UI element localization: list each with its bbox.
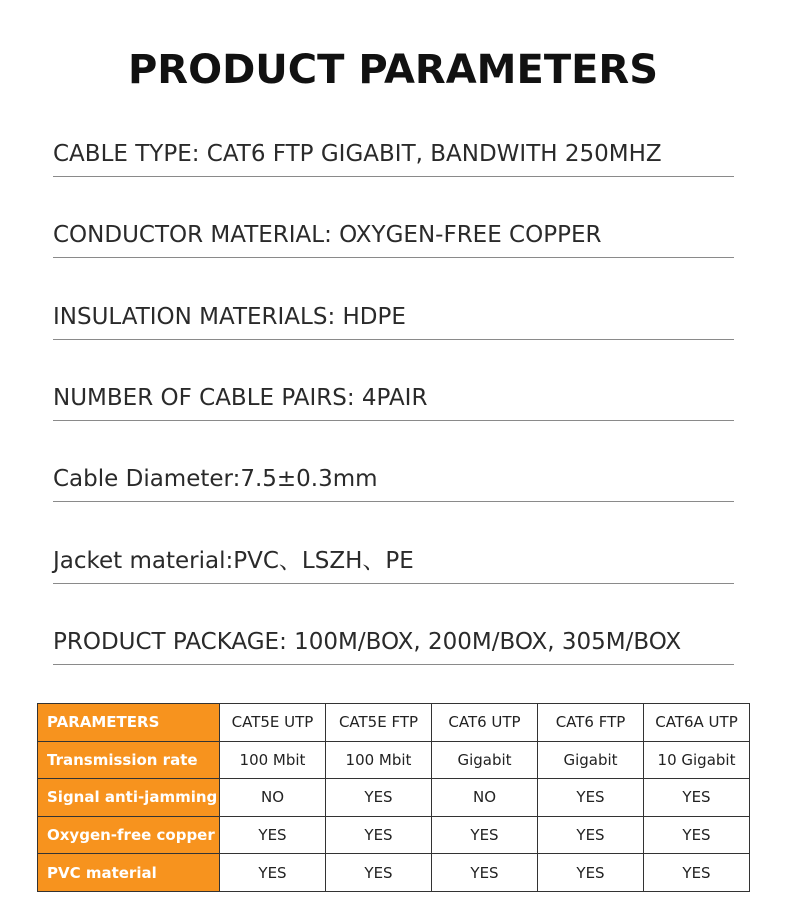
param-conductor-material [53, 218, 734, 258]
table-cell: Gigabit [538, 741, 644, 779]
table-cell: NO [432, 779, 538, 817]
table-cell: YES [326, 816, 432, 854]
param-cable-type-text: CABLE TYPE: CAT6 FTP GIGABIT, BANDWITH 250MHZ [53, 141, 662, 167]
table-row [38, 779, 750, 817]
table-row [38, 741, 750, 779]
table-header-cell: CAT6 FTP [538, 704, 644, 742]
table-cell: 100 Mbit [326, 741, 432, 779]
param-jacket-material [53, 544, 734, 584]
table-cell: YES [644, 816, 750, 854]
table-cell: YES [432, 816, 538, 854]
comparison-table [37, 703, 750, 892]
table-row-label: Signal anti-jamming [38, 779, 220, 817]
table-cell: YES [220, 854, 326, 892]
table-header-cell: CAT5E FTP [326, 704, 432, 742]
param-product-package [53, 625, 734, 665]
table-row [38, 816, 750, 854]
table-cell: 100 Mbit [220, 741, 326, 779]
param-jacket-material-text: Jacket material:PVC、LSZH、PE [53, 548, 414, 574]
table-cell: YES [644, 779, 750, 817]
table-cell: YES [538, 779, 644, 817]
table-row [38, 854, 750, 892]
table-cell: YES [538, 854, 644, 892]
page-title: PRODUCT PARAMETERS [127, 47, 659, 93]
table-header-row [38, 704, 750, 742]
table-cell: YES [326, 779, 432, 817]
table-cell: NO [220, 779, 326, 817]
table-row-label: Oxygen-free copper [38, 816, 220, 854]
param-insulation-materials [53, 300, 734, 340]
param-cable-pairs [53, 381, 734, 421]
param-insulation-materials-text: INSULATION MATERIALS: HDPE [53, 304, 406, 330]
table-header-cell: CAT5E UTP [220, 704, 326, 742]
param-cable-pairs-text: NUMBER OF CABLE PAIRS: 4PAIR [53, 385, 428, 411]
table-header-cell: PARAMETERS [38, 704, 220, 742]
table-cell: Gigabit [432, 741, 538, 779]
param-cable-type [53, 137, 734, 177]
param-product-package-text: PRODUCT PACKAGE: 100M/BOX, 200M/BOX, 305M/BOX [53, 629, 682, 655]
table-row-label: Transmission rate [38, 741, 220, 779]
table-cell: YES [644, 854, 750, 892]
table-cell: YES [538, 816, 644, 854]
table-cell: YES [326, 854, 432, 892]
table-cell: YES [220, 816, 326, 854]
table-row-label: PVC material [38, 854, 220, 892]
table-cell: 10 Gigabit [644, 741, 750, 779]
param-cable-diameter-text: Cable Diameter:7.5±0.3mm [53, 466, 378, 492]
table-cell: YES [432, 854, 538, 892]
table-header-cell: CAT6 UTP [432, 704, 538, 742]
param-conductor-material-text: CONDUCTOR MATERIAL: OXYGEN-FREE COPPER [53, 222, 602, 248]
param-cable-diameter [53, 462, 734, 502]
table-header-cell: CAT6A UTP [644, 704, 750, 742]
